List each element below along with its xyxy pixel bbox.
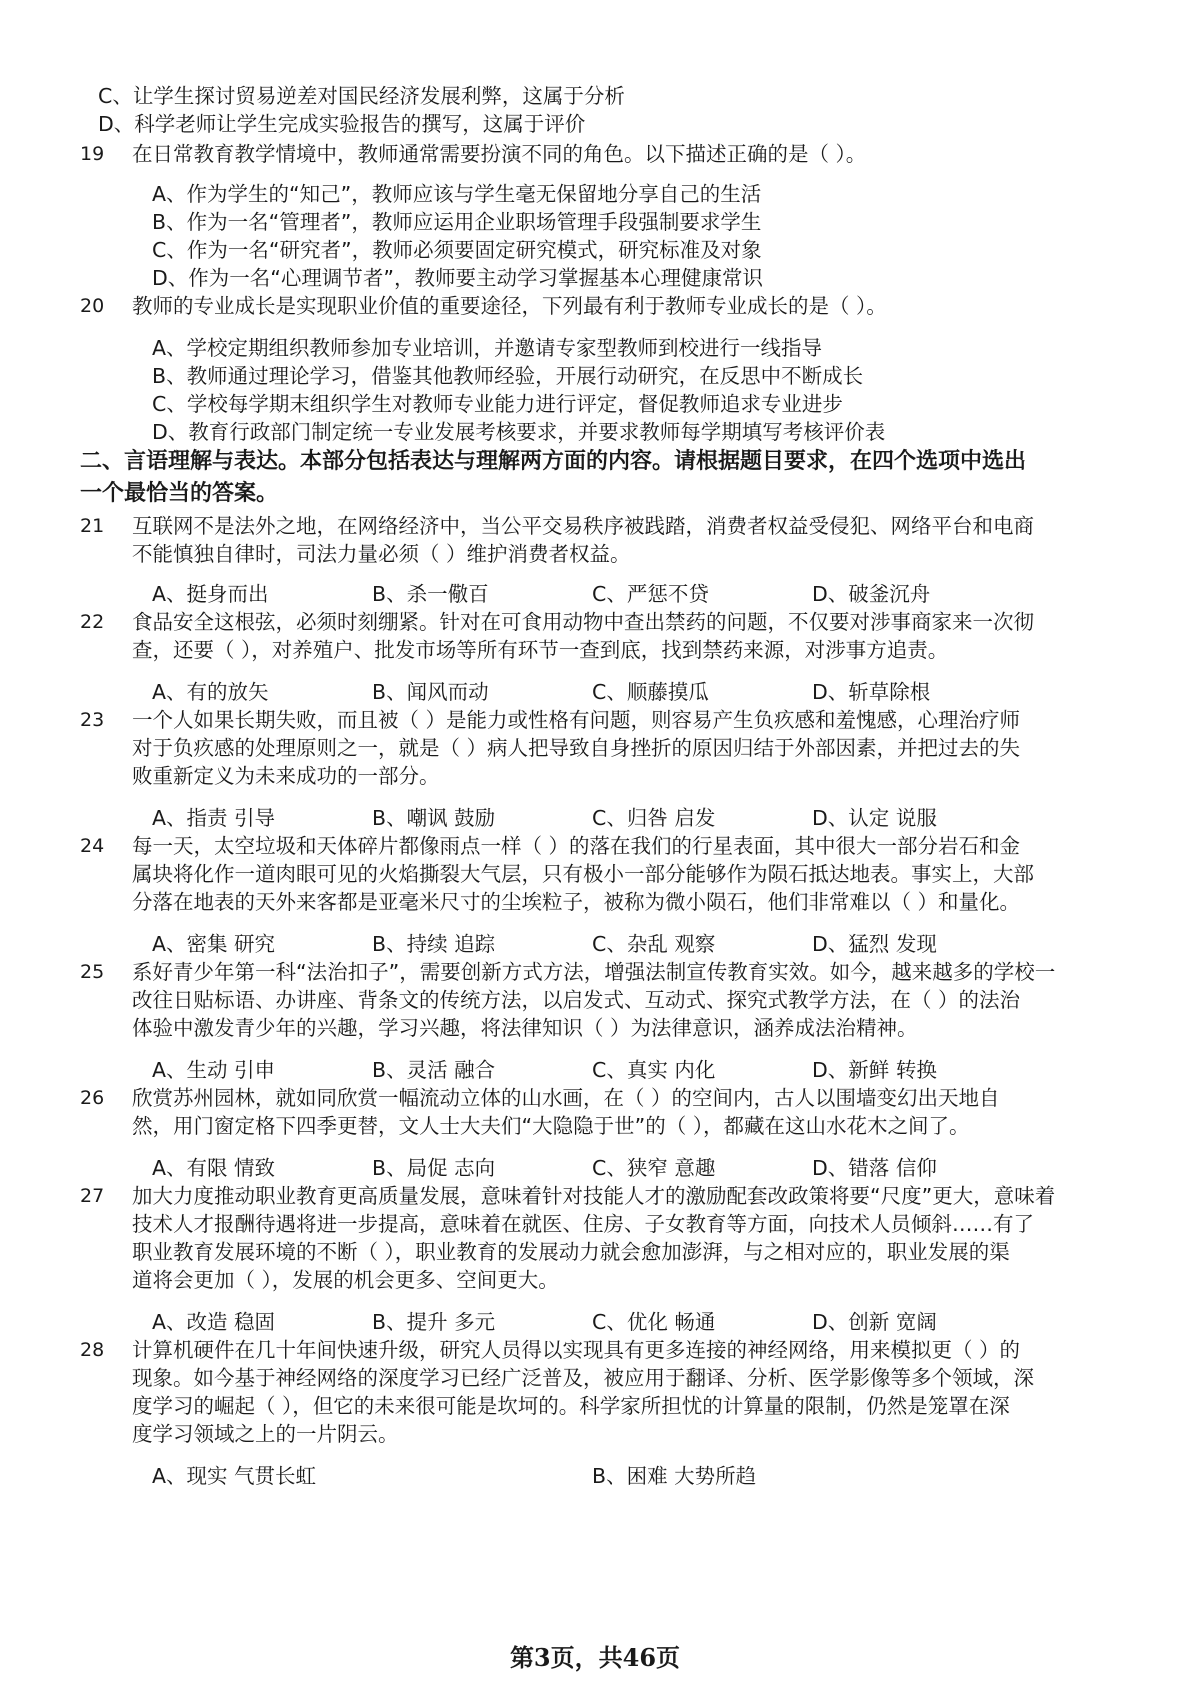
option-d: D、斩草除根 (812, 680, 931, 704)
question-stem: 查，还要（ ），对养殖户、批发市场等所有环节一查到底，找到禁药来源，对涉事方追责。 (132, 638, 949, 662)
option-text: 作为一名“研究者”，教师必须要固定研究模式，研究标准及对象 (186, 238, 762, 262)
question-stem: 教师的专业成长是实现职业价值的重要途径，下列最有利于教师专业成长的是（ ）。 (132, 294, 887, 318)
question-stem: 度学习领域之上的一片阴云。 (132, 1422, 399, 1446)
question-stem: 加大力度推动职业教育更高质量发展，意味着针对技能人才的激励配套改政策将要“尺度”更大，意味着 (132, 1184, 1056, 1208)
question-stem: 每一天，太空垃圾和天体碎片都像雨点一样（ ）的落在我们的行星表面，其中很大一部分岩石和金 (132, 834, 1021, 858)
option-b: B、困难 大势所趋 (592, 1464, 757, 1488)
page-footer: 第3页，共46页 (509, 1643, 681, 1672)
option-c: C、顺藤摸瓜 (592, 680, 709, 704)
option-a: A、挺身而出 (152, 582, 269, 606)
question-stem: 在日常教育教学情境中，教师通常需要扮演不同的角色。以下描述正确的是（ ）。 (132, 142, 867, 166)
question-stem: 然，用门窗定格下四季更替，文人士大夫们“大隐隐于世”的（ ），都藏在这山水花木之间了。 (132, 1114, 970, 1138)
option-text: 教师通过理论学习，借鉴其他教师经验，开展行动研究，在反思中不断成长 (186, 364, 864, 388)
option-c: C、优化 畅通 (592, 1310, 716, 1334)
option-label: A、 (152, 182, 187, 206)
option-a: A、有限 情致 (152, 1156, 276, 1180)
section-title: 一个最恰当的答案。 (80, 481, 279, 506)
option-b: B、提升 多元 (372, 1310, 496, 1334)
option-a: A、有的放矢 (152, 680, 269, 704)
option-label: D、 (152, 266, 189, 290)
question-stem: 改往日贴标语、办讲座、背条文的传统方法，以启发式、互动式、探究式教学方法，在（ ）的法治 (132, 988, 1021, 1012)
question-number: 24 (80, 835, 105, 857)
question-stem: 体验中激发青少年的兴趣，学习兴趣，将法律知识（ ）为法律意识，涵养成法治精神。 (132, 1016, 918, 1040)
option-b: B、嘲讽 鼓励 (372, 806, 496, 830)
question-stem: 系好青少年第一科“法治扣子”，需要创新方式方法，增强法制宣传教育实效。如今，越来越多的学校一 (132, 960, 1056, 984)
question-stem: 职业教育发展环境的不断（ ），职业教育的发展动力就会愈加澎湃，与之相对应的，职业发展的渠 (132, 1240, 1010, 1264)
question-stem: 分落在地表的天外来客都是亚毫米尺寸的尘埃粒子，被称为微小陨石，他们非常难以（ ）和量化。 (132, 890, 1021, 914)
option-d: D、创新 宽阔 (812, 1310, 937, 1334)
option-d: D、破釜沉舟 (812, 582, 931, 606)
option-text: 作为一名“心理调节者”，教师要主动学习掌握基本心理健康常识 (188, 266, 764, 290)
option-line (98, 82, 625, 110)
option-c: C、归咎 启发 (592, 806, 716, 830)
option-label: B、 (152, 210, 187, 234)
question-stem: 欣赏苏州园林，就如同欣赏一幅流动立体的山水画，在（ ）的空间内，古人以围墙变幻出天地自 (132, 1086, 1000, 1110)
option-text: 学校定期组织教师参加专业培训，并邀请专家型教师到校进行一线指导 (186, 336, 823, 360)
option-c: C、杂乱 观察 (592, 932, 716, 956)
option-label: C、 (98, 84, 133, 108)
option-a: A、现实 气贯长虹 (152, 1464, 317, 1488)
question-stem: 计算机硬件在几十年间快速升级，研究人员得以实现具有更多连接的神经网络，用来模拟更（ ）的 (132, 1338, 1021, 1362)
question-stem: 技术人才报酬待遇将进一步提高，意味着在就医、住房、子女教育等方面，向技术人员倾斜……有了 (132, 1212, 1034, 1236)
option-line (152, 236, 762, 264)
question-stem: 属块将化作一道肉眼可见的火焰撕裂大气层，只有极小一部分能够作为陨石抵达地表。事实上，大部 (132, 862, 1034, 886)
option-text: 教育行政部门制定统一专业发展考核要求，并要求教师每学期填写考核评价表 (188, 420, 886, 444)
question-number: 20 (80, 295, 105, 317)
option-c: C、严惩不贷 (592, 582, 709, 606)
option-b: B、灵活 融合 (372, 1058, 496, 1082)
option-line (152, 334, 822, 362)
option-a: A、密集 研究 (152, 932, 276, 956)
option-text: 学校每学期末组织学生对教师专业能力进行评定，督促教师追求专业进步 (186, 392, 843, 416)
option-a: A、生动 引申 (152, 1058, 276, 1082)
option-b: B、局促 志向 (372, 1156, 496, 1180)
option-text: 让学生探讨贸易逆差对国民经济发展利弊，这属于分析 (132, 84, 625, 108)
option-line (152, 390, 843, 418)
question-number: 27 (80, 1185, 105, 1207)
question-stem: 败重新定义为未来成功的一部分。 (132, 764, 440, 788)
question-stem: 不能慎独自律时，司法力量必须（ ）维护消费者权益。 (132, 542, 631, 566)
question-stem: 食品安全这根弦，必须时刻绷紧。针对在可食用动物中查出禁药的问题，不仅要对涉事商家来一次彻 (132, 610, 1034, 634)
option-d: D、错落 信仰 (812, 1156, 937, 1180)
option-d: D、猛烈 发现 (812, 932, 937, 956)
option-c: C、真实 内化 (592, 1058, 716, 1082)
option-b: B、杀一儆百 (372, 582, 489, 606)
option-line (152, 418, 885, 446)
question-number: 21 (80, 515, 105, 537)
question-stem: 度学习的崛起（ ），但它的未来很可能是坎坷的。科学家所担忧的计算量的限制，仍然是笼罩在深 (132, 1394, 1010, 1418)
option-b: B、闻风而动 (372, 680, 489, 704)
option-b: B、持续 追踪 (372, 932, 496, 956)
option-c: C、狭窄 意趣 (592, 1156, 716, 1180)
question-number: 26 (80, 1087, 105, 1109)
question-number: 28 (80, 1339, 105, 1361)
question-stem: 互联网不是法外之地，在网络经济中，当公平交易秩序被践踏，消费者权益受侵犯、网络平台和电商 (132, 514, 1034, 538)
option-d: D、新鲜 转换 (812, 1058, 937, 1082)
option-line (152, 362, 863, 390)
question-number: 19 (80, 143, 105, 165)
option-a: A、指责 引导 (152, 806, 276, 830)
question-stem: 现象。如今基于神经网络的深度学习已经广泛普及，被应用于翻译、分析、医学影像等多个领域，深 (132, 1366, 1034, 1390)
option-text: 作为学生的“知己”，教师应该与学生毫无保留地分享自己的生活 (186, 182, 762, 206)
option-label: D、 (98, 112, 135, 136)
option-label: C、 (152, 392, 187, 416)
question-number: 23 (80, 709, 105, 731)
question-stem: 对于负疚感的处理原则之一，就是（ ）病人把导致自身挫折的原因归结于外部因素，并把过去的失 (132, 736, 1021, 760)
option-label: B、 (152, 364, 187, 388)
option-line (152, 208, 761, 236)
option-line (152, 180, 761, 208)
option-label: C、 (152, 238, 187, 262)
option-text: 作为一名“管理者”，教师应运用企业职场管理手段强制要求学生 (186, 210, 762, 234)
option-d: D、认定 说服 (812, 806, 937, 830)
option-line (98, 110, 585, 138)
question-stem: 道将会更加（ ），发展的机会更多、空间更大。 (132, 1268, 559, 1292)
question-stem: 一个人如果长期失败，而且被（ ）是能力或性格有问题，则容易产生负疚感和羞愧感，心理治疗师 (132, 708, 1021, 732)
option-a: A、改造 稳固 (152, 1310, 276, 1334)
section-title: 二、言语理解与表达。本部分包括表达与理解两方面的内容。请根据题目要求，在四个选项中选出 (80, 449, 1027, 474)
option-line (152, 264, 763, 292)
question-number: 25 (80, 961, 105, 983)
option-text: 科学老师让学生完成实验报告的撰写，这属于评价 (134, 112, 586, 136)
option-label: D、 (152, 420, 189, 444)
option-label: A、 (152, 336, 187, 360)
question-number: 22 (80, 611, 105, 633)
